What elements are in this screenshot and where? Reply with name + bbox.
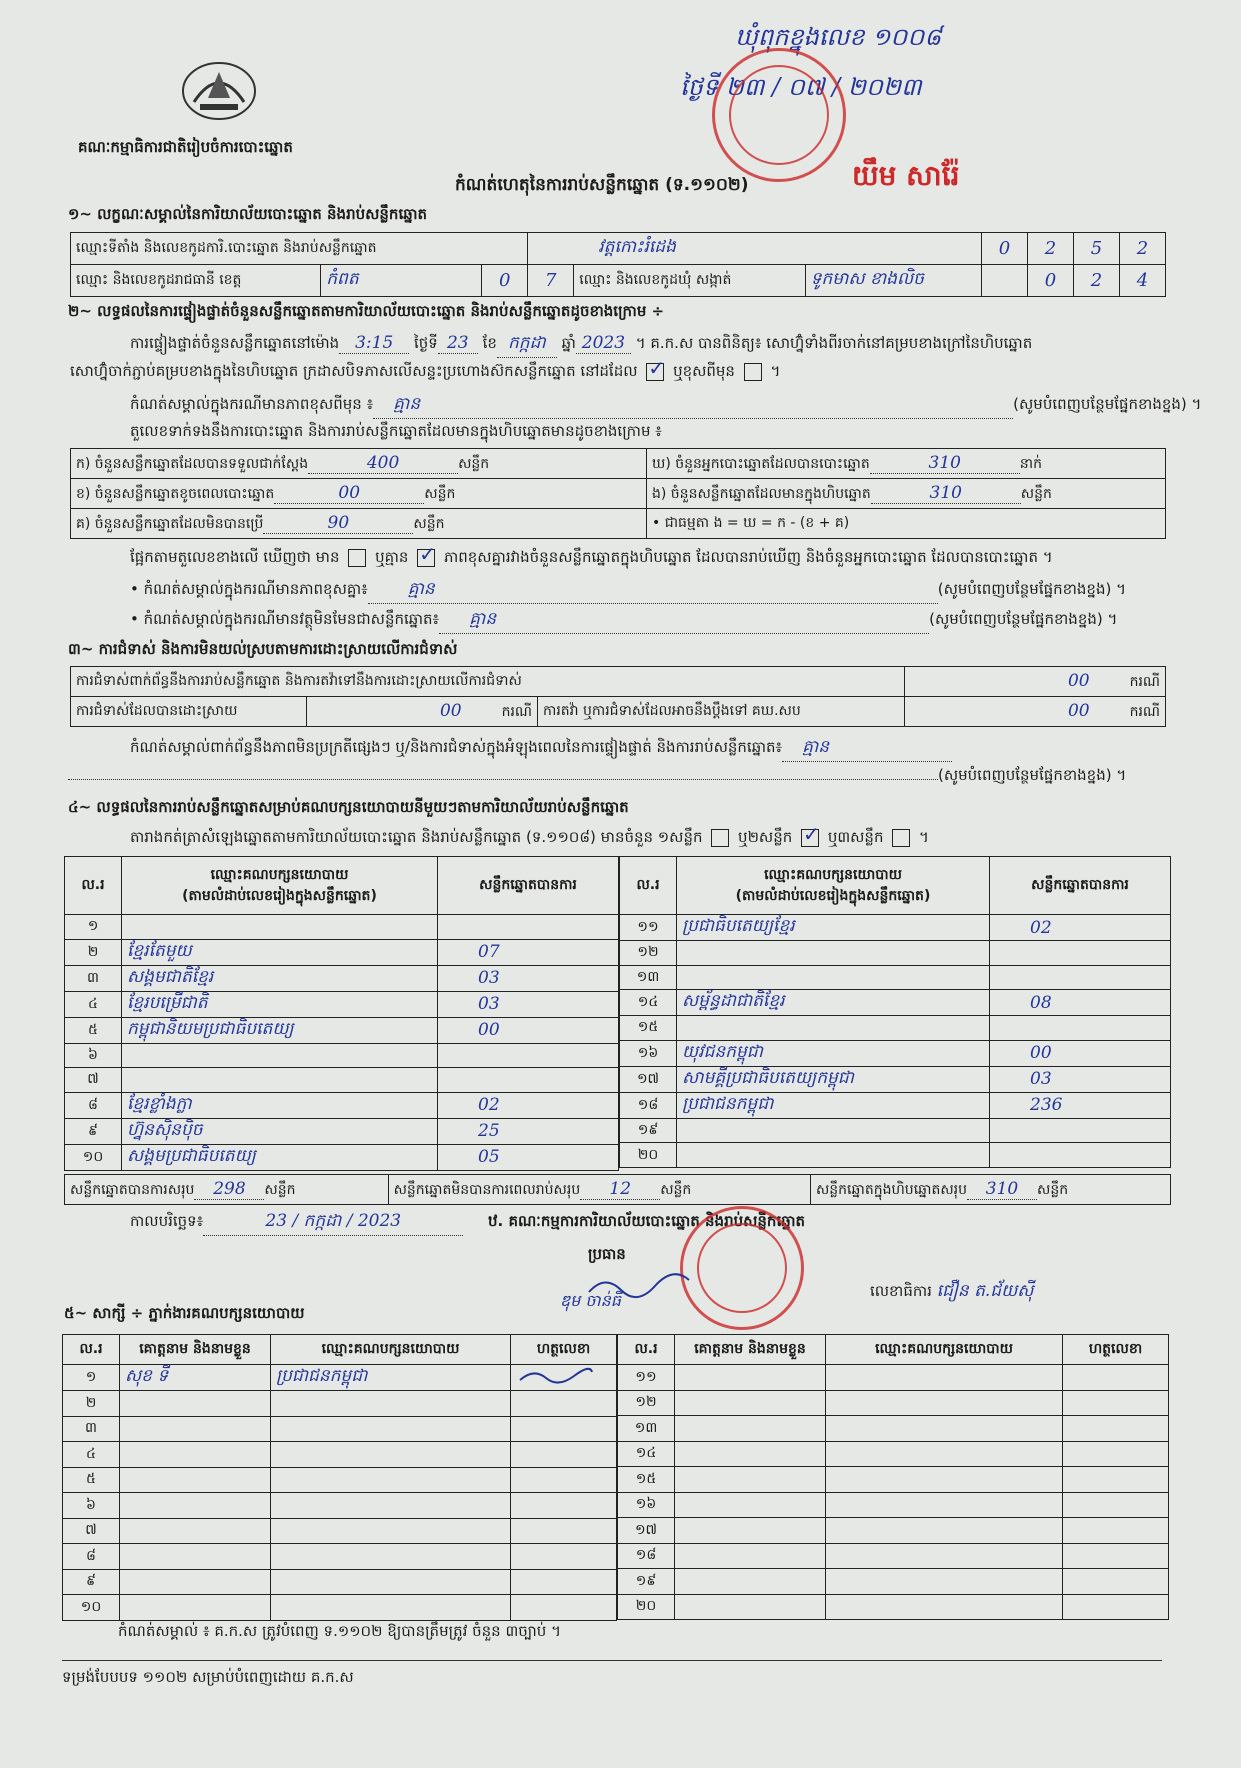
witness-row — [63, 1442, 617, 1468]
party-row — [620, 1092, 1171, 1118]
witness-row — [63, 1544, 617, 1570]
witness-row-no: ៥ — [63, 1467, 120, 1493]
province-value: កំពត — [321, 265, 482, 297]
party-row-no: ៣ — [65, 965, 122, 991]
witness-row-no: ១៨ — [618, 1543, 675, 1569]
col-no-header: ល.រ — [65, 857, 122, 915]
witness-name — [675, 1365, 826, 1391]
party-row-no: ៩ — [65, 1118, 122, 1144]
witness-table-right: ល.រ គោត្តនាម និងនាមខ្លួន ឈ្មោះគណបក្សនយោបាយ ហត្ថលេខា ១១ ១២ ១៣ ១៤ ១៥ ១៦ ១៧ ១៨ ១៩ ២០ — [617, 1334, 1169, 1620]
section-2-title: ២~ លទ្ធផលនៃការផ្ទៀងផ្ទាត់ចំនួនសន្លឹកឆ្នោតតាមការិយាល័យបោះឆ្នោត និងរាប់សន្លឹកឆ្នោតដូចខាងក្រោម ÷ — [68, 302, 665, 320]
party-row-no: ១៨ — [620, 1092, 677, 1118]
witness-party — [826, 1518, 1063, 1544]
witness-name — [120, 1416, 271, 1442]
witness-signature[interactable] — [511, 1391, 617, 1417]
witness-row-no: ១៥ — [618, 1467, 675, 1493]
verification-year: 2023 — [576, 333, 631, 354]
commune-code-digit: 0 — [1028, 265, 1074, 297]
party-row-no: ១៥ — [620, 1016, 677, 1041]
two-sheet-checkbox[interactable] — [801, 829, 819, 847]
province-label: ឈ្មោះ និងលេខកូដរាជធានី ខេត្ត — [71, 265, 321, 297]
witness-row-no: ១៧ — [618, 1518, 675, 1544]
official-seal-bottom — [680, 1206, 804, 1330]
figures-intro: តួលេខទាក់ទងនឹងការបោះឆ្នោត និងការរាប់សន្លឹកឆ្នោតដែលមានក្នុងហិបឆ្នោតមានដូចខាងក្រោម ៖ — [130, 422, 662, 440]
party-row — [65, 991, 619, 1017]
chair-label: ប្រធាន — [588, 1245, 626, 1263]
witness-row-no: ២០ — [618, 1594, 675, 1620]
party-row — [65, 1092, 619, 1118]
commune-code-digit: 4 — [1120, 265, 1166, 297]
section-1-title: ១~ លក្ខណៈសម្គាល់នៃការិយាល័យបោះឆ្នោត និងរាប់សន្លឹកឆ្នោត — [68, 205, 428, 223]
party-name — [677, 1143, 990, 1168]
party-row — [65, 1144, 619, 1170]
witness-row-no: ៤ — [63, 1442, 120, 1468]
party-name: ខ្មែរខ្លាំងក្លា — [122, 1092, 438, 1118]
witness-party — [826, 1416, 1063, 1442]
witness-row-no: ៨ — [63, 1544, 120, 1570]
party-name — [677, 941, 990, 966]
total-valid-value: 298 — [194, 1179, 264, 1200]
party-row — [65, 1017, 619, 1043]
party-row — [65, 915, 619, 940]
party-votes: 03 — [438, 965, 619, 991]
party-votes — [990, 1143, 1171, 1168]
witness-row — [618, 1467, 1169, 1493]
party-row — [620, 965, 1171, 990]
party-row — [620, 941, 1171, 966]
resolved-objection-label: ការជំទាស់ដែលបានដោះស្រាយ — [71, 697, 307, 727]
witness-party — [271, 1442, 511, 1468]
verification-day: 23 — [438, 333, 478, 354]
party-results-right: ល.រ ឈ្មោះគណបក្សនយោបាយ (តាមលំដាប់លេខរៀងក្នុងសន្លឹកឆ្នោត) សន្លឹកឆ្នោតបានការ ១១ ប្រជាធិបតេយ្យខ្មែរ 02 ១២ ១៣ ១៤ សម្ព័ន្ធដាជាតិខ្មែរ 08 ១៥ ១៦ យុវជនកម្ពុជា 00 ១៧ សាមគ្គីប្រជាធិបតេយ្យកម្ពុជា 03 ១៨ ប្រជាជនកម្ពុជា 236 ១៩ ២០ — [619, 856, 1171, 1168]
party-votes — [990, 1118, 1171, 1143]
witness-party — [826, 1365, 1063, 1391]
ballots-received-value: 400 — [308, 453, 458, 474]
witness-row — [63, 1467, 617, 1493]
witness-name — [120, 1467, 271, 1493]
witness-name — [675, 1441, 826, 1467]
irregularity-note-line-2: (សូមបំពេញបន្ថែមផ្នែកខាងខ្នង) ។ — [68, 766, 1126, 788]
witness-name — [120, 1493, 271, 1519]
party-row-no: ១៣ — [620, 965, 677, 990]
station-name-label: ឈ្មោះទីតាំង និងលេខកូដការិ.បោះឆ្នោត និងរាប់សន្លឹកឆ្នោត — [71, 233, 528, 265]
witness-name — [120, 1544, 271, 1570]
change-note-line: កំណត់សម្គាល់ក្នុងករណីមានភាពខុសពីមុន ៖ គ្មាន (សូមបំពេញបន្ថែមផ្នែកខាងខ្នង) ។ — [130, 393, 1201, 419]
party-name — [122, 915, 438, 940]
witness-party — [271, 1493, 511, 1519]
witness-name — [120, 1442, 271, 1468]
party-name — [677, 965, 990, 990]
witness-signature[interactable] — [1063, 1467, 1169, 1493]
party-votes: 05 — [438, 1144, 619, 1170]
party-votes — [438, 915, 619, 940]
witness-row — [63, 1391, 617, 1417]
witness-signature-mark — [516, 1366, 596, 1386]
witness-name — [675, 1467, 826, 1493]
party-votes — [990, 941, 1171, 966]
nec-emblem-icon — [178, 58, 260, 124]
witness-row — [618, 1492, 1169, 1518]
secretary-name: ជឿន ត.ជ័យស៊ី — [936, 1281, 1034, 1301]
witness-party — [271, 1595, 511, 1621]
chair-signature — [585, 1270, 695, 1306]
witness-party — [826, 1543, 1063, 1569]
witness-party — [271, 1467, 511, 1493]
witness-row-no: ២ — [63, 1391, 120, 1417]
section-4-title: ៤~ លទ្ធផលនៃការរាប់សន្លឹកឆ្នោតសម្រាប់គណបក្សនយោបាយនីមួយៗតាមការិយាល័យរាប់សន្លឹកឆ្នោត — [68, 798, 629, 816]
foreign-object-note-value: គ្មាន — [439, 608, 929, 634]
party-name — [677, 1016, 990, 1041]
province-code-digit: 7 — [528, 265, 574, 297]
col-no-header: ល.រ — [620, 857, 677, 915]
official-seal-top — [712, 48, 846, 182]
party-row — [620, 1118, 1171, 1143]
witness-name — [675, 1492, 826, 1518]
discrepancy-note: • កំណត់សម្គាល់ក្នុងករណីមានភាពខុសគ្នា៖ គ្មាន (សូមបំពេញបន្ថែមផ្នែកខាងខ្នង) ។ — [130, 578, 1126, 604]
province-code-digit: 0 — [482, 265, 528, 297]
party-votes — [990, 1016, 1171, 1041]
party-votes — [990, 965, 1171, 990]
one-sheet-checkbox[interactable] — [711, 829, 729, 847]
party-row-no: ២០ — [620, 1143, 677, 1168]
changed-checkbox[interactable] — [744, 363, 762, 381]
ballots-in-box-value: 310 — [871, 483, 1021, 504]
witness-signature[interactable] — [1063, 1365, 1169, 1391]
party-row — [620, 1143, 1171, 1168]
party-row-no: ៥ — [65, 1017, 122, 1043]
secretary-line: លេខាធិការ ជឿន ត.ជ័យស៊ី — [870, 1281, 1034, 1301]
witness-signature[interactable] — [1063, 1390, 1169, 1416]
party-votes: 02 — [990, 915, 1171, 941]
witness-signature[interactable] — [511, 1518, 617, 1544]
station-id-table — [70, 232, 1166, 297]
witness-party — [826, 1441, 1063, 1467]
witness-signature[interactable] — [511, 1442, 617, 1468]
witness-row-no: ៧ — [63, 1518, 120, 1544]
irregularity-note-value: គ្មាន — [782, 736, 952, 762]
witness-party — [271, 1569, 511, 1595]
witness-row-no: ១៩ — [618, 1569, 675, 1595]
party-results-left: ល.រ ឈ្មោះគណបក្សនយោបាយ (តាមលំដាប់លេខរៀងក្នុងសន្លឹកឆ្នោត) សន្លឹកឆ្នោតបានការ ១ ២ ខ្មែរតែមួយ 07 ៣ សង្គមជាតិខ្មែរ 03 ៤ ខ្មែរបម្រើជាតិ 03 ៥ កម្ពុជានិយមប្រជាធិបតេយ្យ 00 ៦ ៧ ៨ ខ្មែរខ្លាំងក្លា 02 ៩ ហ្វ៊ុនស៊ិនប៉ិច 25 ១០ សង្គមប្រជាធិបតេយ្យ 05 — [64, 856, 619, 1171]
witness-signature[interactable] — [511, 1595, 617, 1621]
witness-name — [675, 1543, 826, 1569]
party-row-no: ១៦ — [620, 1040, 677, 1066]
witness-party — [271, 1391, 511, 1417]
date-value: 23 / កក្កដា / 2023 — [203, 1210, 463, 1236]
resolved-objection-count: 00 — [439, 700, 462, 721]
station-name-value: វត្តកោះរំដេង — [528, 233, 982, 265]
witness-party — [826, 1390, 1063, 1416]
witness-row — [618, 1365, 1169, 1391]
witness-row — [618, 1543, 1169, 1569]
witness-row-no: ១៣ — [618, 1416, 675, 1442]
section-5-title: ៥~ សាក្សី ÷ ភ្នាក់ងារគណបក្សនយោបាយ — [64, 1304, 305, 1322]
total-invalid-value: 12 — [580, 1179, 660, 1200]
witness-row — [618, 1416, 1169, 1442]
ballot-figures-table: ក) ចំនួនសន្លឹកឆ្នោតដែលបានទទួលជាក់ស្តែង 400 សន្លឹក ឃ) ចំនួនអ្នកបោះឆ្នោតដែលបានបោះឆ្នោត 310 នាក់ ខ) ចំនួនសន្លឹកឆ្នោតខូចពេលបោះឆ្នោត 00 សន្លឹក ង) ចំនួនសន្លឹកឆ្នោតដែលមានក្នុងហិបឆ្នោត 310 សន្លឹក គ) ចំនួនសន្លឹកឆ្នោតដែលមិនបានប្រើ 90 សន្លឹក • ជាធម្មតា ង = ឃ = ក - (ខ + គ) — [70, 448, 1166, 539]
party-name: ខ្មែរបម្រើជាតិ — [122, 991, 438, 1017]
witness-signature[interactable] — [511, 1493, 617, 1519]
party-row — [65, 939, 619, 965]
witness-signature[interactable] — [511, 1544, 617, 1570]
station-code-digit: 0 — [982, 233, 1028, 265]
form-title: កំណត់ហេតុនៃការរាប់សន្លឹកឆ្នោត (ទ.១១០២) — [455, 175, 749, 195]
objection-count: 00 — [1067, 670, 1090, 691]
section-3-title: ៣~ ការជំទាស់ និងការមិនយល់ស្របតាមការដោះស្រាយលើការជំទាស់ — [68, 640, 458, 658]
party-votes: 00 — [438, 1017, 619, 1043]
party-row-no: ១១ — [620, 915, 677, 941]
witness-name — [675, 1390, 826, 1416]
party-row-no: ៦ — [65, 1043, 122, 1068]
party-row-no: ១៧ — [620, 1066, 677, 1092]
handwritten-date-note: ថ្ងៃទី ២៣ / ០៧ / ២០២៣ — [680, 73, 922, 101]
party-votes: 236 — [990, 1092, 1171, 1118]
change-note-value: គ្មាន — [373, 393, 1013, 419]
party-row-no: ១៩ — [620, 1118, 677, 1143]
verification-month: កក្កដា — [497, 332, 557, 358]
chair-name: ឌុម ចាន់ធី — [560, 1291, 621, 1310]
party-name: ហ្វ៊ុនស៊ិនប៉ិច — [122, 1118, 438, 1144]
footer-note: កំណត់សម្គាល់ ៖ គ.ក.ស ត្រូវបំពេញ ទ.១១០២ ឱ្យបានត្រឹមត្រូវ ចំនួន ៣ច្បាប់ ។ — [118, 1622, 561, 1640]
witness-name — [675, 1518, 826, 1544]
party-votes: 07 — [438, 939, 619, 965]
discrepancy-no-checkbox[interactable] — [417, 549, 435, 567]
witness-signature[interactable] — [511, 1416, 617, 1442]
party-row — [620, 1040, 1171, 1066]
witness-row-no: ៩ — [63, 1569, 120, 1595]
party-row — [65, 1118, 619, 1144]
party-row — [620, 1066, 1171, 1092]
witness-row-no: ១៤ — [618, 1441, 675, 1467]
witness-row-no: ៦ — [63, 1493, 120, 1519]
col-votes-header: សន្លឹកឆ្នោតបានការ — [438, 857, 619, 915]
witness-signature[interactable] — [511, 1569, 617, 1595]
witness-row-no: ១ — [63, 1365, 120, 1391]
witness-signature[interactable] — [1063, 1594, 1169, 1620]
footer-divider — [62, 1660, 1162, 1661]
appeal-label: ការតវ៉ា ឬការជំទាស់ដែលអាចនឹងប្តឹងទៅ គឃ.សប — [538, 697, 905, 727]
witness-signature[interactable] — [1063, 1543, 1169, 1569]
commune-label: ឈ្មោះ និងលេខកូដឃុំ សង្កាត់ — [574, 265, 805, 297]
witness-row — [63, 1569, 617, 1595]
party-row — [620, 1016, 1171, 1041]
witness-name — [120, 1569, 271, 1595]
party-name — [677, 1118, 990, 1143]
party-row-no: ១៤ — [620, 990, 677, 1016]
witness-signature[interactable] — [1063, 1518, 1169, 1544]
witness-party — [826, 1492, 1063, 1518]
unchanged-checkbox[interactable] — [646, 363, 664, 381]
party-name: ប្រជាធិបតេយ្យខ្មែរ — [677, 915, 990, 941]
party-votes: 25 — [438, 1118, 619, 1144]
unused-ballots-value: 90 — [263, 513, 413, 534]
party-name — [122, 1068, 438, 1093]
date-line: កាលបរិច្ឆេទ៖ 23 / កក្កដា / 2023 ឋ. គណៈកម្មការការិយាល័យបោះឆ្នោត និងរាប់សន្លឹកឆ្នោត — [130, 1210, 805, 1236]
witness-party: ប្រជាជនកម្ពុជា — [271, 1365, 511, 1391]
witness-signature[interactable] — [1063, 1441, 1169, 1467]
witness-row-no: ១១ — [618, 1365, 675, 1391]
witness-name — [120, 1391, 271, 1417]
witness-name — [675, 1416, 826, 1442]
party-row-no: ២ — [65, 939, 122, 965]
party-votes: 03 — [438, 991, 619, 1017]
party-name: សាមគ្គីប្រជាធិបតេយ្យកម្ពុជា — [677, 1066, 990, 1092]
signature-stamp-name: យឹម សារ៉ែ — [852, 159, 960, 192]
voters-voted-value: 310 — [870, 453, 1020, 474]
org-name: គណៈកម្មាធិការជាតិរៀបចំការបោះឆ្នោត — [78, 138, 293, 156]
irregularity-note: កំណត់សម្គាល់ពាក់ព័ន្ធនឹងភាពមិនប្រក្រតីផ្សេងៗ ឬ/និងការជំទាស់ក្នុងអំឡុងពេលនៃការផ្ទៀងផ្ទាត់ និងការរាប់សន្លឹកឆ្នោត៖ គ្មាន — [130, 736, 952, 762]
witness-party — [826, 1467, 1063, 1493]
witness-signature[interactable] — [1063, 1569, 1169, 1595]
verification-line-1: ការផ្ទៀងផ្ទាត់ចំនួនសន្លឹកឆ្នោតនៅម៉ោង 3:15 ថ្ងៃទី 23 ខែ កក្កដា ឆ្នាំ 2023 ។ គ.ក.ស បានពិនិត្យ៖ សោហ្វ៊ុំទាំងពីរចាក់នៅគម្របខាងក្រៅនៃហិបឆ្នោត — [130, 332, 1032, 358]
spoiled-ballots-value: 00 — [274, 483, 424, 504]
witness-name: សុខ ទី — [120, 1365, 271, 1391]
party-name: យុវជនកម្ពុជា — [677, 1040, 990, 1066]
witness-row — [63, 1595, 617, 1621]
witness-name — [120, 1518, 271, 1544]
party-name: សង្គមជាតិខ្មែរ — [122, 965, 438, 991]
party-row-no: ៨ — [65, 1092, 122, 1118]
witness-row — [63, 1416, 617, 1442]
witness-row — [618, 1441, 1169, 1467]
verification-time: 3:15 — [339, 333, 409, 354]
form-code: ទម្រង់បែបបទ ១១០២ សម្រាប់បំពេញដោយ គ.ក.ស — [62, 1668, 354, 1686]
party-name: ប្រជាជនកម្ពុជា — [677, 1092, 990, 1118]
party-name: សង្គមប្រជាធិបតេយ្យ — [122, 1144, 438, 1170]
party-votes — [438, 1068, 619, 1093]
witness-row — [63, 1493, 617, 1519]
discrepancy-line: ផ្អែកតាមតួលេខខាងលើ ឃើញថា មាន ឬគ្មាន ✓ ភាពខុសគ្នារវាងចំនួនសន្លឹកឆ្នោតក្នុងហិបឆ្នោត ដែលបានរាប់ឃើញ និងចំនួនអ្នកបោះឆ្នោត ដែលបានបោះឆ្នោត ។ — [130, 548, 1053, 570]
party-row-no: ១ — [65, 915, 122, 940]
party-row — [65, 1068, 619, 1093]
totals-row: សន្លឹកឆ្នោតបានការសរុប 298 សន្លឹក សន្លឹកឆ្នោតមិនបានការពេលរាប់សរុប 12 សន្លឹក សន្លឹកឆ្នោតក្នុងហិបឆ្នោតសរុប 310 សន្លឹក — [64, 1174, 1171, 1205]
party-name: ខ្មែរតែមួយ — [122, 939, 438, 965]
commune-value: ទូកមាស ខាងលិច — [805, 265, 981, 297]
witness-signature[interactable] — [511, 1365, 617, 1391]
station-code-digit: 2 — [1028, 233, 1074, 265]
party-votes: 02 — [438, 1092, 619, 1118]
witness-row — [618, 1518, 1169, 1544]
party-votes: 00 — [990, 1040, 1171, 1066]
tally-sheet-count-line: តារាងកត់ត្រាសំឡេងឆ្នោតតាមការិយាល័យបោះឆ្នោត និងរាប់សន្លឹកឆ្នោត (ទ.១១០៨) មានចំនួន ១សន្លឹក ឬ២សន្លឹក ✓ ឬ៣សន្លឹក ។ — [130, 828, 929, 850]
witness-row-no: ៣ — [63, 1416, 120, 1442]
discrepancy-yes-checkbox[interactable] — [348, 549, 366, 567]
witness-row — [63, 1365, 617, 1391]
party-name: កម្ពុជានិយមប្រជាធិបតេយ្យ — [122, 1017, 438, 1043]
party-votes: 03 — [990, 1066, 1171, 1092]
party-name — [122, 1043, 438, 1068]
station-code-digit: 2 — [1120, 233, 1166, 265]
witness-signature[interactable] — [511, 1467, 617, 1493]
witness-row-no: ១២ — [618, 1390, 675, 1416]
party-row — [620, 990, 1171, 1016]
witness-name — [120, 1595, 271, 1621]
party-row-no: ១០ — [65, 1144, 122, 1170]
witness-signature[interactable] — [1063, 1416, 1169, 1442]
witness-party — [826, 1569, 1063, 1595]
witness-row-no: ១៦ — [618, 1492, 675, 1518]
witness-row — [63, 1518, 617, 1544]
objections-table: ការជំទាស់ពាក់ព័ន្ធនឹងការរាប់សន្លឹកឆ្នោត និងការតវ៉ាទៅនឹងការដោះស្រាយលើការជំទាស់ 00 ករណី ការជំទាស់ដែលបានដោះស្រាយ 00 ករណី ការតវ៉ា ឬការជំទាស់ដែលអាចនឹងប្តឹងទៅ គឃ.សប 00 ករណី — [70, 666, 1166, 727]
party-row — [620, 915, 1171, 941]
witness-party — [271, 1416, 511, 1442]
party-row — [65, 965, 619, 991]
party-votes — [438, 1043, 619, 1068]
commune-code-digit: 2 — [1074, 265, 1120, 297]
witness-table-left: ល.រ គោត្តនាម និងនាមខ្លួន ឈ្មោះគណបក្សនយោបាយ ហត្ថលេខា ១ សុខ ទី ប្រជាជនកម្ពុជា ២ ៣ ៤ ៥ ៦ ៧ ៨ ៩ ១០ — [62, 1334, 617, 1621]
party-row-no: ៧ — [65, 1068, 122, 1093]
witness-name — [675, 1569, 826, 1595]
formula-text: • ជាធម្មតា ង = ឃ = ក - (ខ + គ) — [647, 509, 1166, 539]
col-votes-header: សន្លឹកឆ្នោតបានការ — [990, 857, 1171, 915]
total-in-box-value: 310 — [967, 1179, 1037, 1200]
witness-row — [618, 1569, 1169, 1595]
witness-party — [826, 1594, 1063, 1620]
appeal-count: 00 — [1067, 700, 1090, 721]
witness-row — [618, 1594, 1169, 1620]
station-code-digit: 5 — [1074, 233, 1120, 265]
handwritten-commune-note: ឃុំពុកខ្នុងលេខ ១០០៨ — [735, 23, 942, 51]
witness-name — [675, 1594, 826, 1620]
objection-label: ការជំទាស់ពាក់ព័ន្ធនឹងការរាប់សន្លឹកឆ្នោត និងការតវ៉ាទៅនឹងការដោះស្រាយលើការជំទាស់ — [71, 667, 905, 697]
witness-signature[interactable] — [1063, 1492, 1169, 1518]
party-row-no: ៤ — [65, 991, 122, 1017]
party-row-no: ១២ — [620, 941, 677, 966]
witness-row-no: ១០ — [63, 1595, 120, 1621]
party-row — [65, 1043, 619, 1068]
witness-party — [271, 1544, 511, 1570]
witness-party — [271, 1518, 511, 1544]
witness-row — [618, 1390, 1169, 1416]
discrepancy-note-value: គ្មាន — [368, 578, 938, 604]
three-sheet-checkbox[interactable] — [892, 829, 910, 847]
party-votes: 08 — [990, 990, 1171, 1016]
foreign-object-note: • កំណត់សម្គាល់ក្នុងករណីមានវត្ថុមិនមែនជាសន្លឹកឆ្នោត៖ គ្មាន (សូមបំពេញបន្ថែមផ្នែកខាងខ្នង) ។ — [130, 608, 1117, 634]
verification-line-2: សោហ្វ៊ុំចាក់ភ្ជាប់គម្របខាងក្នុងនៃហិបឆ្នោត ក្រដាសបិទភាសលើសន្ទះប្រហោងស៊កសន្លឹកឆ្នោត នៅដដែល ✓ ឬខុសពីមុន ។ — [70, 362, 780, 384]
party-name: សម្ព័ន្ធដាជាតិខ្មែរ — [677, 990, 990, 1016]
